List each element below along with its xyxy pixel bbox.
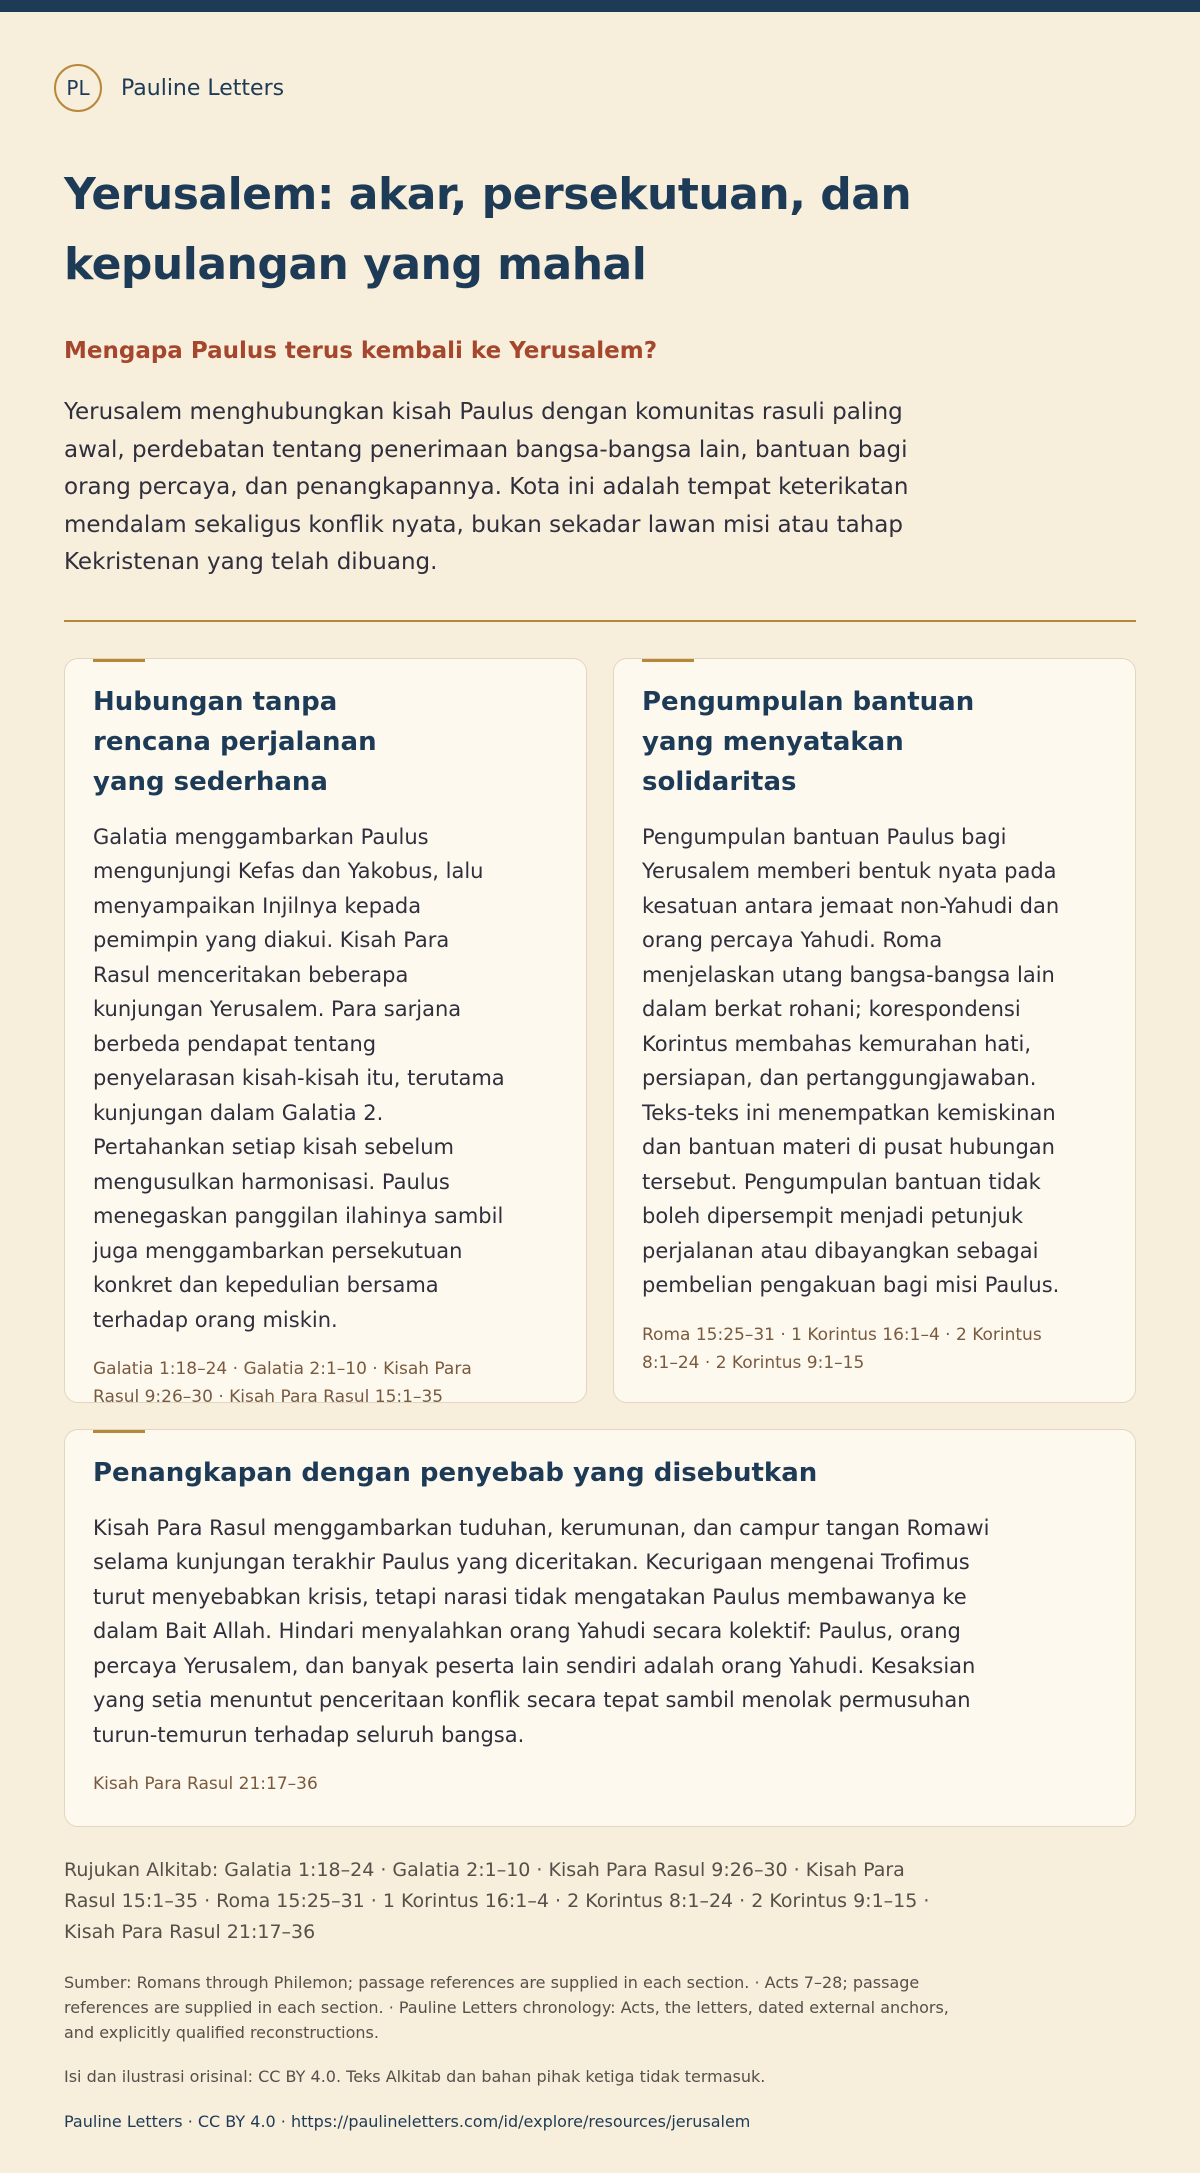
sources-note: Sumber: Romans through Philemon; passage references are supplied in each section. · Acts 7–28; passage references are supplied in each section. · Pauline Letters chronology: Acts, the letters, dated external anchors, and explicitly qualified reconstructions. xyxy=(64,1972,949,2042)
cards-row xyxy=(64,658,1136,1407)
page-content xyxy=(0,62,1200,2131)
card-accent-line xyxy=(642,659,694,662)
card-body: Kisah Para Rasul menggambarkan tuduhan, kerumunan, dan campur tangan Romawi selama kunjungan terakhir Paulus yang diceritakan. Kecurigaan mengenai Trofimus turut menyebabkan krisis, tetapi narasi tidak mengatakan Paulus membawanya ke dalam Bait Allah. Hindari menyalahkan orang Yahudi secara kolektif: Paulus, orang percaya Yerusalem, dan banyak peserta lain sendiri adalah orang Yahudi. Kesaksian yang setia menuntut penceritaan konflik secara tepat sambil menolak permusuhan turun-temurun terhadap seluruh bangsa. xyxy=(93,1515,990,1747)
top-accent-bar xyxy=(0,0,1200,12)
card-references: Galatia 1:18–24 · Galatia 2:1–10 · Kisah Para Rasul 9:26–30 · Kisah Para Rasul 15:1–35 xyxy=(93,1359,472,1407)
site-brand[interactable] xyxy=(64,62,1136,114)
license-note: Isi dan ilustrasi orisinal: CC BY 4.0. Teks Alkitab dan bahan pihak ketiga tidak termasuk. xyxy=(64,2066,766,2086)
section-divider xyxy=(64,620,1136,622)
card-arrest xyxy=(64,1429,1136,1827)
scripture-references: Rujukan Alkitab: Galatia 1:18–24 · Galatia 2:1–10 · Kisah Para Rasul 9:26–30 · Kisah Para Rasul 15:1–35 · Roma 15:25–31 · 1 Korintus 16:1–4 · 2 Korintus 8:1–24 · 2 Korintus 9:1–15 · Kisah Para Rasul 21:17–36 xyxy=(64,1858,930,1943)
card-collection xyxy=(613,658,1136,1403)
card-title: Hubungan tanpa rencana perjalanan yang sederhana xyxy=(93,686,377,797)
card-references: Roma 15:25–31 · 1 Korintus 16:1–4 · 2 Korintus 8:1–24 · 2 Korintus 9:1–15 xyxy=(642,1324,1042,1373)
page-title: Yerusalem: akar, persekutuan, dan kepulangan yang mahal xyxy=(64,169,912,290)
brand-name[interactable]: Pauline Letters xyxy=(121,75,285,101)
card-references: Kisah Para Rasul 21:17–36 xyxy=(93,1774,318,1794)
intro-paragraph: Yerusalem menghubungkan kisah Paulus dengan komunitas rasuli paling awal, perdebatan tentang penerimaan bangsa-bangsa lain, bantuan bagi orang percaya, dan penangkapannya. Kota ini adalah tempat keterikatan mendalam sekaligus konflik nyata, bukan sekadar lawan misi atau tahap Kekristenan yang telah dibuang. xyxy=(64,399,909,575)
card-accent-line xyxy=(93,1430,145,1433)
card-relationship xyxy=(64,658,587,1407)
card-title: Penangkapan dengan penyebab yang disebutkan xyxy=(93,1457,818,1488)
brand-logo[interactable]: PL xyxy=(54,64,102,112)
footer-link[interactable]: Pauline Letters · CC BY 4.0 · https://paulineletters.com/id/explore/resources/jerusalem xyxy=(64,2111,751,2131)
card-body: Pengumpulan bantuan Paulus bagi Yerusalem memberi bentuk nyata pada kesatuan antara jemaat non-Yahudi dan orang percaya Yahudi. Roma menjelaskan utang bangsa-bangsa lain dalam berkat rohani; korespondensi Korintus membahas kemurahan hati, persiapan, dan pertanggungjawaban. Teks-teks ini menempatkan kemiskinan dan bantuan materi di pusat hubungan tersebut. Pengumpulan bantuan tidak boleh dipersempit menjadi petunjuk perjalanan atau dibayangkan sebagai pembelian pengakuan bagi misi Paulus. xyxy=(642,824,1060,1297)
lead-question: Mengapa Paulus terus kembali ke Yerusalem? xyxy=(64,338,658,364)
card-body: Galatia menggambarkan Paulus mengunjungi Kefas dan Yakobus, lalu menyampaikan Injilnya kepada pemimpin yang diakui. Kisah Para Rasul menceritakan beberapa kunjungan Yerusalem. Para sarjana berbeda pendapat tentang penyelarasan kisah-kisah itu, terutama kunjungan dalam Galatia 2. Pertahankan setiap kisah sebelum mengusulkan harmonisasi. Paulus menegaskan panggilan ilahinya sambil juga menggambarkan persekutuan konkret dan kepedulian bersama terhadap orang miskin. xyxy=(93,824,505,1332)
card-accent-line xyxy=(93,659,145,662)
card-title: Pengumpulan bantuan yang menyatakan solidaritas xyxy=(642,686,975,797)
